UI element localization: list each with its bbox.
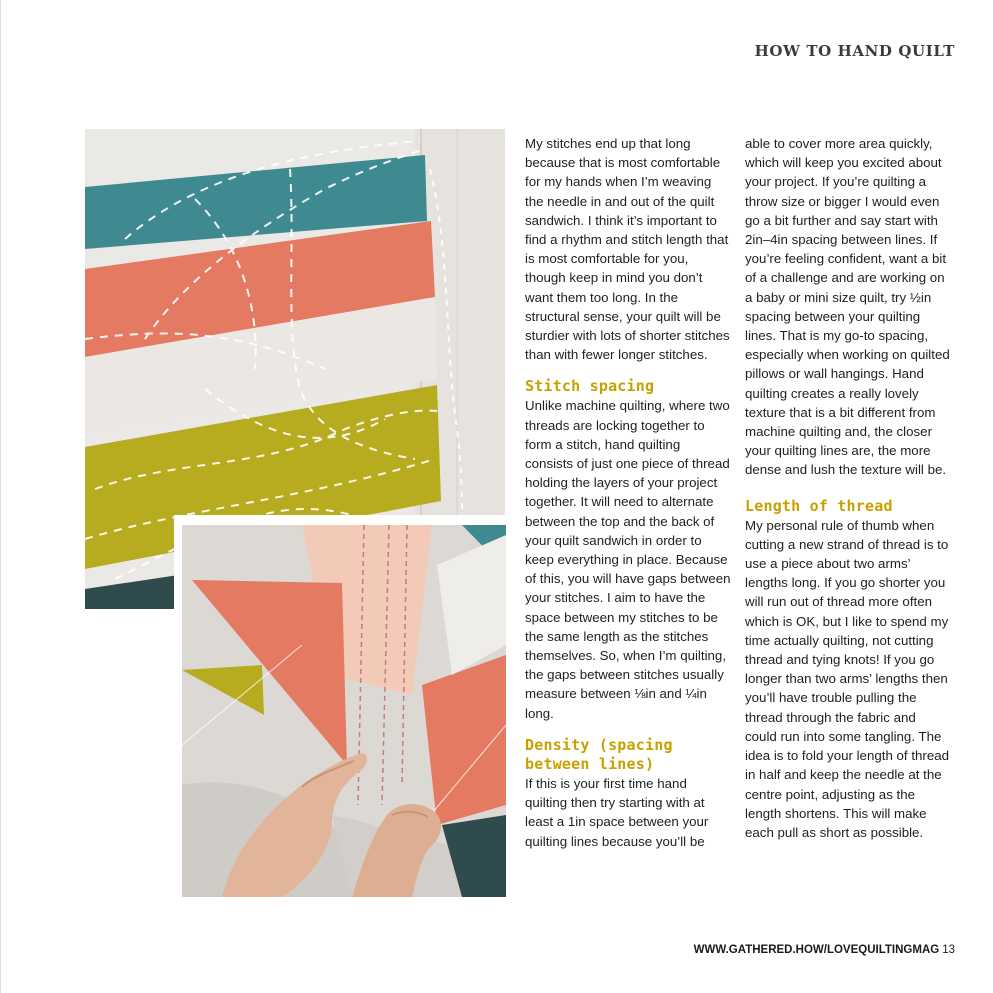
length-of-thread-heading: Length of thread (745, 496, 893, 515)
density-continued-paragraph: able to cover more area quickly, which will keep you excited about your project. If you’re quilting a throw size or bigger I would even go a bit further and say start with 2in–4in spacing between lines. If you’re feeling confident, want a bit of a challenge and are working on a baby or mini size quilt, try ½in spacing between your quilting lines. That is my go-to spacing, especially when working on quilted pillows or wall hangings. Hand quilting creates a really lovely texture that is a bit different from machine quilting and, the closer your quilting lines are, the more dense and lush the texture will be. (745, 136, 950, 478)
hand-quilting-photo (174, 515, 506, 897)
page-number: 13 (942, 944, 955, 956)
stitch-spacing-heading: Stitch spacing (525, 377, 655, 396)
hand-quilting-illustration (182, 525, 506, 897)
section-header: HOW TO HAND QUILT (754, 42, 955, 60)
density-heading: Density (spacing between lines) (525, 735, 673, 773)
text-column-left (525, 134, 731, 851)
page-edge-line (0, 0, 1, 993)
magazine-url-link[interactable]: WWW.GATHERED.HOW/LOVEQUILTINGMAG (693, 944, 940, 956)
stitch-spacing-paragraph: Unlike machine quilting, where two threads are locking together to form a stitch, hand quilting consists of just one piece of thread holding the layers of your project together. It will need to alternate between the top and the back of your quilt sandwich in order to keep everything in place. Because of this, you will have gaps between your stitches. I aim to have the space between my stitches to be the same length as the stitches themselves. So, when I’m quilting, the gaps between stitches usually measure between ⅛in and ¼in long. (525, 398, 731, 721)
density-paragraph: If this is your first time hand quilting then try starting with at least a 1in space between your quilting lines because you’ll be (525, 775, 709, 849)
hand-quilting-image-frame (182, 525, 506, 897)
text-column-right (745, 134, 951, 842)
page-footer (694, 944, 955, 956)
length-of-thread-paragraph: My personal rule of thumb when cutting a new strand of thread is to use a piece about two arms’ lengths long. If you go shorter you will run out of thread more often which is OK, but I like to spend my time actually quilting, not cutting thread and tying knots! If you go longer than two arms’ lengths then you’ll have trouble pulling the thread through the fabric and could run into some tangling. The idea is to fold your length of thread in half and keep the needle at the centre point, adjusting as the length shortens. This will make each pull as short as possible. (745, 517, 950, 840)
intro-paragraph: My stitches end up that long because that is most comfortable for my hands when I’m weaving the needle in and out of the quilt sandwich. I think it’s important to find a rhythm and stitch length that is most comfortable for you, though keep in mind you don’t want them too long. In the structural sense, your quilt will be sturdier with lots of shorter stitches than with fewer longer stitches. (525, 136, 730, 363)
